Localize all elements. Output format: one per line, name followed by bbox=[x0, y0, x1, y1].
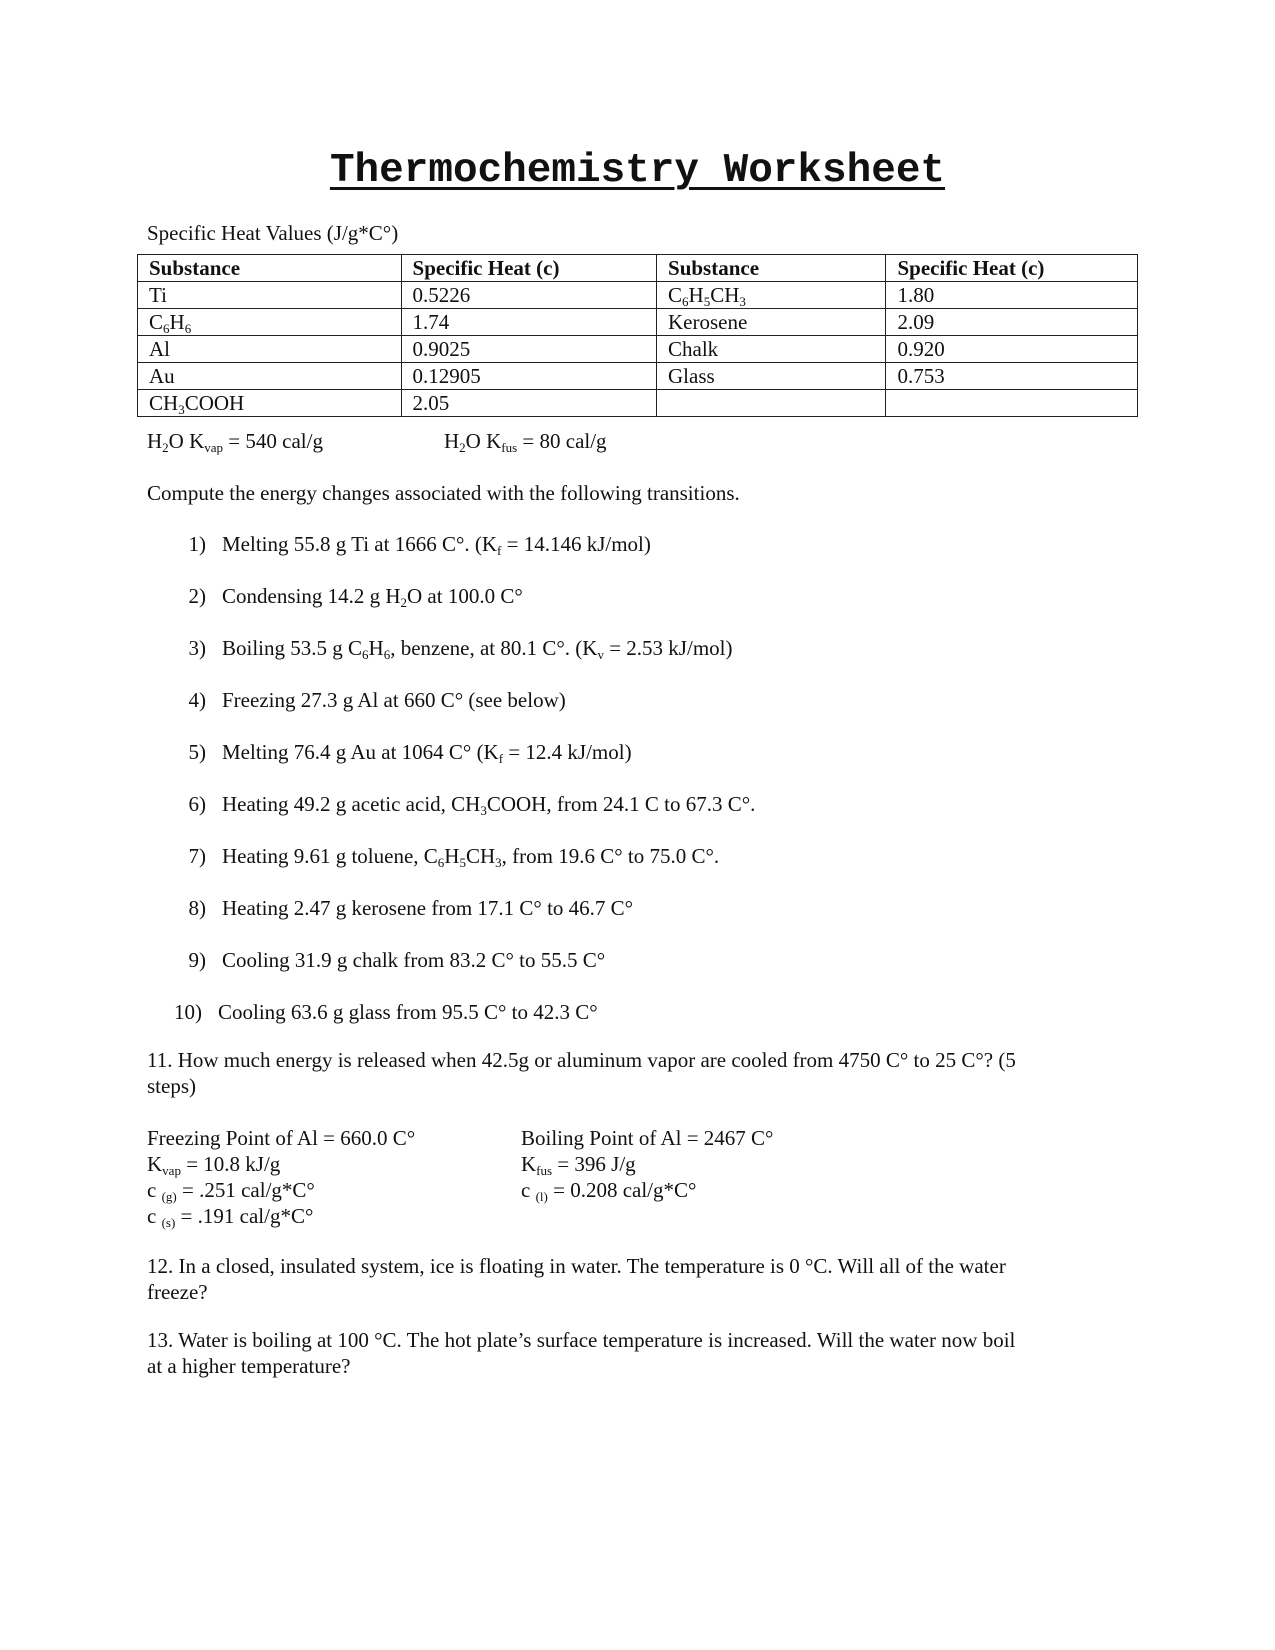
problem-number: 7) bbox=[188, 844, 206, 868]
al-kfus: $K_{fus} = 396$ J/g bbox=[521, 1152, 636, 1178]
constant-kfus: $H_2O$ $K_{fus} = 80$ cal/g bbox=[444, 429, 607, 455]
problem-number: 4) bbox=[188, 688, 206, 712]
problem-item bbox=[166, 947, 605, 973]
question-12-line2: freeze? bbox=[147, 1280, 208, 1304]
problem-number: 6) bbox=[188, 792, 206, 816]
specific-heat-cell: 0.9025 bbox=[401, 336, 657, 363]
instructions: Compute the energy changes associated with the following transitions. bbox=[147, 481, 740, 505]
substance-cell: $CH_3COOH$ bbox=[138, 390, 402, 417]
substance-cell: Kerosene bbox=[657, 309, 886, 336]
problem-item bbox=[166, 895, 633, 921]
problem-item bbox=[166, 791, 755, 817]
problem-item bbox=[166, 843, 719, 869]
table-row bbox=[138, 363, 1138, 390]
question-13-line1: 13. Water is boiling at 100 °C. The hot plate’s surface temperature is increased. Will the water now boil bbox=[147, 1328, 1016, 1352]
al-freezing-point: Freezing Point of Al = 660.0 C° bbox=[147, 1126, 416, 1150]
header-substance: Substance bbox=[138, 255, 402, 282]
table-row bbox=[138, 390, 1138, 417]
specific-heat-cell: 2.05 bbox=[401, 390, 657, 417]
al-c-solid: c $_{(s)}$ = .191 cal/g*C° bbox=[147, 1204, 314, 1230]
specific-heat-cell: 0.12905 bbox=[401, 363, 657, 390]
specific-heat-cell: 0.5226 bbox=[401, 282, 657, 309]
problem-item bbox=[166, 531, 651, 557]
problem-text: Heating 49.2 g acetic acid, $CH_3COOH$, from 24.1 C to 67.3 C°. bbox=[222, 792, 756, 818]
problem-text: Heating 9.61 g toluene, $C_6H_5CH_3$, from 19.6 C° to 75.0 C°. bbox=[222, 844, 720, 870]
problem-number: 2) bbox=[188, 584, 206, 608]
specific-heat-cell: 1.74 bbox=[401, 309, 657, 336]
problem-number: 3) bbox=[188, 636, 206, 660]
problem-text: Cooling 63.6 g glass from 95.5 C° to 42.3 C° bbox=[218, 1000, 598, 1024]
question-13-line2: at a higher temperature? bbox=[147, 1354, 351, 1378]
problem-text: Melting 76.4 g Au at 1064 C° ($K_f = 12.4$ kJ/mol) bbox=[222, 740, 632, 766]
problem-item bbox=[166, 687, 566, 713]
substance-cell: Au bbox=[138, 363, 402, 390]
substance-cell: $C_6H_5CH_3$ bbox=[657, 282, 886, 309]
specific-heat-cell: 0.753 bbox=[886, 363, 1138, 390]
substance-cell: $C_6H_6$ bbox=[138, 309, 402, 336]
substance-cell: Glass bbox=[657, 363, 886, 390]
problem-number: 9) bbox=[188, 948, 206, 972]
table-header-row bbox=[138, 255, 1138, 282]
specific-heat-table bbox=[137, 254, 1138, 417]
problem-item bbox=[166, 583, 523, 609]
problem-item bbox=[166, 635, 732, 661]
header-substance: Substance bbox=[657, 255, 886, 282]
problem-item bbox=[162, 999, 598, 1025]
substance-cell: Al bbox=[138, 336, 402, 363]
specific-heat-cell: 1.80 bbox=[886, 282, 1138, 309]
substance-cell: Chalk bbox=[657, 336, 886, 363]
al-boiling-point: Boiling Point of Al = 2467 C° bbox=[521, 1126, 774, 1150]
problem-number: 8) bbox=[188, 896, 206, 920]
substance-cell: Ti bbox=[138, 282, 402, 309]
problem-text: Condensing 14.2 g $H_2O$ at 100.0 C° bbox=[222, 584, 523, 610]
table-row bbox=[138, 282, 1138, 309]
question-12-line1: 12. In a closed, insulated system, ice is floating in water. The temperature is 0 °C. Will all of the water bbox=[147, 1254, 1006, 1278]
al-kvap: $K_{vap} = 10.8$ kJ/g bbox=[147, 1152, 281, 1178]
problem-text: Cooling 31.9 g chalk from 83.2 C° to 55.5 C° bbox=[222, 948, 606, 972]
problem-number: 5) bbox=[188, 740, 206, 764]
problem-text: Freezing 27.3 g Al at 660 C° (see below) bbox=[222, 688, 566, 712]
al-c-gas: c $_{(g)}$ = .251 cal/g*C° bbox=[147, 1178, 315, 1204]
header-specific-heat: Specific Heat (c) bbox=[886, 255, 1138, 282]
page-title: Thermochemistry Worksheet bbox=[329, 148, 946, 194]
header-specific-heat: Specific Heat (c) bbox=[401, 255, 657, 282]
problem-item bbox=[166, 739, 632, 765]
specific-heat-cell bbox=[886, 390, 1138, 417]
question-11-line1: 11. How much energy is released when 42.5g or aluminum vapor are cooled from 4750 C° to 25 C°? (5 bbox=[147, 1048, 1016, 1072]
table-row bbox=[138, 336, 1138, 363]
substance-cell bbox=[657, 390, 886, 417]
question-11-line2: steps) bbox=[147, 1074, 196, 1098]
table-caption: Specific Heat Values (J/g*C°) bbox=[147, 221, 399, 245]
problem-text: Boiling 53.5 g $C_6H_6$, benzene, at 80.1 C°. ($K_v = 2.53$ kJ/mol) bbox=[222, 636, 733, 662]
problem-text: Heating 2.47 g kerosene from 17.1 C° to 46.7 C° bbox=[222, 896, 634, 920]
constant-kvap: $H_2O$ $K_{vap} = 540$ cal/g bbox=[147, 429, 323, 455]
table-row bbox=[138, 309, 1138, 336]
al-c-liquid: c $_{(l)}$ = 0.208 cal/g*C° bbox=[521, 1178, 697, 1204]
problem-number: 1) bbox=[188, 532, 206, 556]
specific-heat-cell: 2.09 bbox=[886, 309, 1138, 336]
specific-heat-cell: 0.920 bbox=[886, 336, 1138, 363]
problem-number: 10) bbox=[174, 1000, 202, 1024]
problem-text: Melting 55.8 g Ti at 1666 C°. ($K_f = 14.146$ kJ/mol) bbox=[222, 532, 651, 558]
